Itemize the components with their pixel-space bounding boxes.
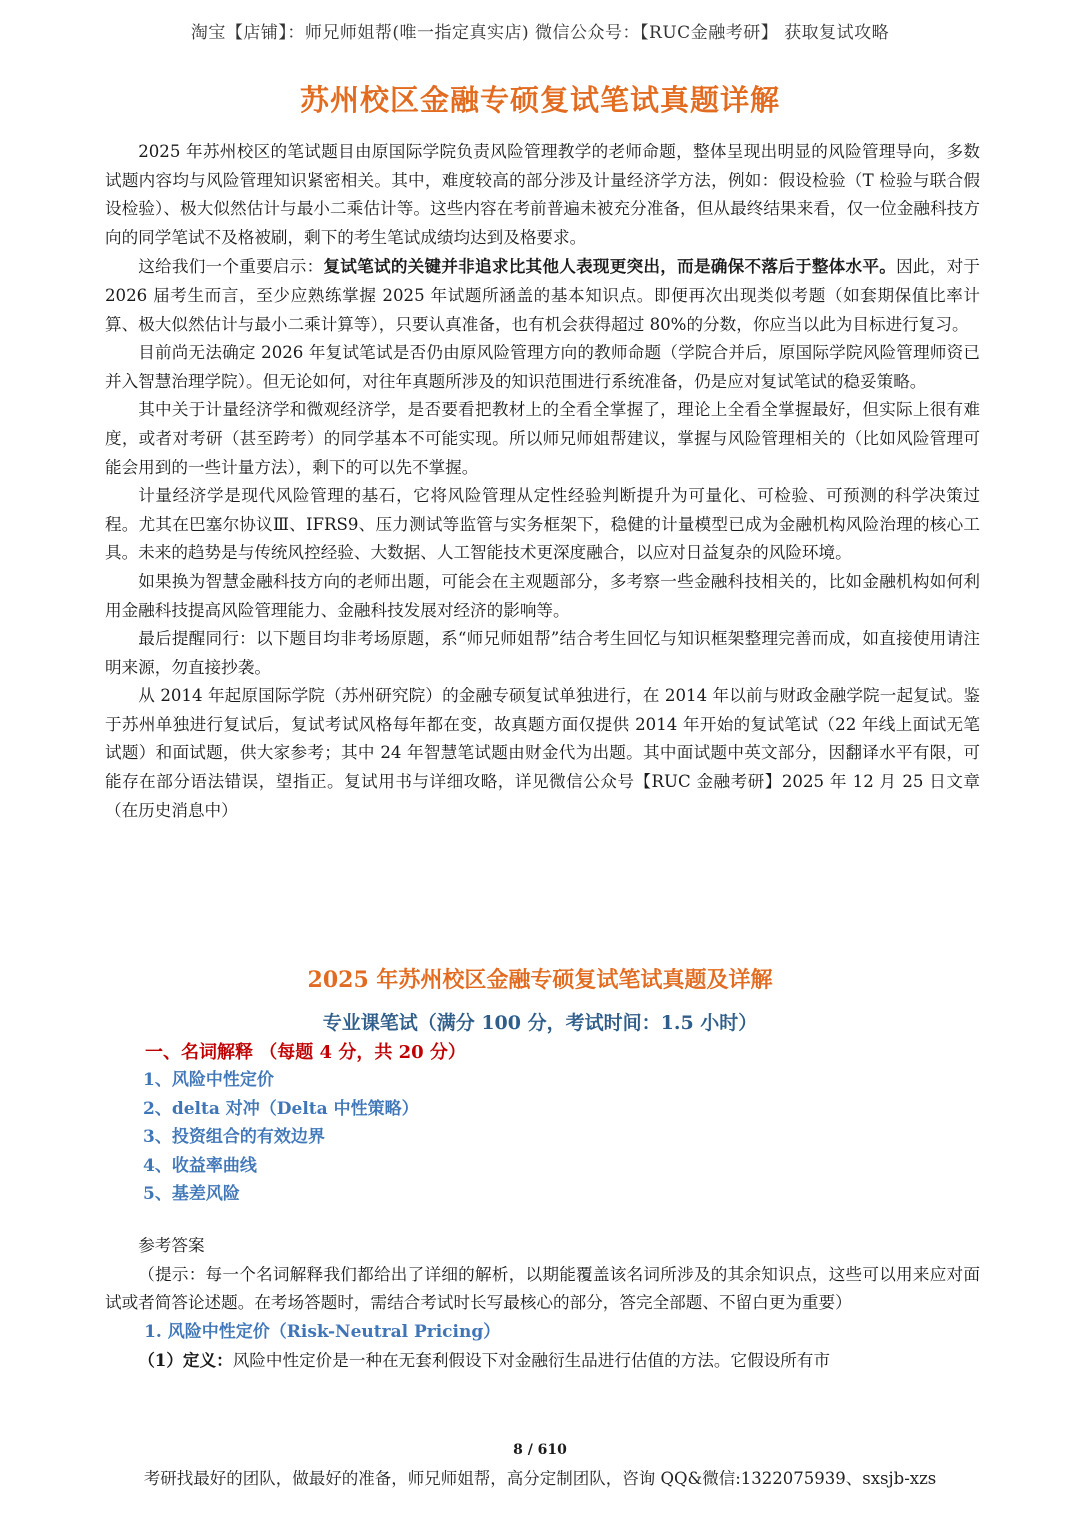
- list-item: 5、基差风险: [143, 1184, 240, 1205]
- page-footer: 考研找最好的团队，做最好的准备，师兄师姐帮，高分定制团队，咨询 QQ&微信:1322075939、sxsjb-xzs: [143, 1469, 937, 1488]
- definition-text: 风险中性定价是一种在无套利假设下对金融衍生品进行估值的方法。它假设所有市: [232, 1351, 831, 1371]
- intro-paragraph-8: 从 2014 年起原国际学院（苏州研究院）的金融专硕复试单独进行，在 2014 年以前与财政金融学院一起复试。鉴于苏州单独进行复试后，复试考试风格每年都在变，故真题方面仅提供 2014 年开始的复试笔试（22 年线上面试无笔试题）和面试题，供大家参考；其中 24 年智慧笔试题由财金代为出题。其中面试题中英文部分，因翻译水平有限，可能存在部分语法错误，望指正。复试用书与详细攻略，详见微信公众号【RUC 金融考研】2025 年 12 月 25 日文章（在历史消息中）: [105, 686, 980, 820]
- exam-subtitle: 专业课笔试（满分 100 分，考试时间：1.5 小时）: [322, 1012, 758, 1034]
- intro-paragraph-2-rest: 因此，对于 2026 届考生而言，至少应熟练掌握 2025 年试题所涵盖的基本知识点。即便再次出现类似考题（如套期保值比率计算、极大似然估计与最小二乘计算等），只要认真准备，也有机会获得超过 80%的分数，你应当以此为目标进行复习。: [105, 257, 981, 334]
- intro-body: [105, 138, 980, 825]
- intro-paragraph-2: [105, 252, 980, 339]
- list-item: 3、投资组合的有效边界: [143, 1127, 325, 1148]
- intro-paragraph-5: 计量经济学是现代风险管理的基石，它将风险管理从定性经验判断提升为可量化、可检验、可预测的科学决策过程。尤其在巴塞尔协议Ⅲ、IFRS9、压力测试等监管与实务框架下，稳健的计量模型已成为金融机构风险治理的核心工具。未来的趋势是与传统风控经验、大数据、人工智能技术更深度融合，以应对日益复杂的风险环境。: [105, 486, 980, 563]
- page-header: 淘宝【店铺】：师兄师姐帮(唯一指定真实店) 微信公众号：【RUC金融考研】 获取复试攻略: [190, 23, 890, 43]
- page-title: 苏州校区金融专硕复试笔试真题详解: [299, 83, 780, 117]
- intro-paragraph-3: 目前尚无法确定 2026 年复试笔试是否仍由原风险管理方向的教师命题（学院合并后，原国际学院风险管理师资已并入智慧治理学院）。但无论如何，对往年真题所涉及的知识范围进行系统准备，仍是应对复试笔试的稳妥策略。: [105, 343, 980, 391]
- answer-definition: [105, 1346, 980, 1376]
- answer-section: [105, 1232, 980, 1376]
- list-item: 1、风险中性定价: [143, 1070, 274, 1090]
- intro-paragraph-2-lead: 这给我们一个重要启示：: [138, 257, 324, 277]
- answer-label: 参考答案: [138, 1236, 205, 1255]
- section-title: 2025 年苏州校区金融专硕复试笔试真题及详解: [307, 967, 773, 993]
- intro-paragraph-1: 2025 年苏州校区的笔试题目由原国际学院负责风险管理教学的老师命题，整体呈现出明显的风险管理导向，多数试题内容均与风险管理知识紧密相关。其中，难度较高的部分涉及计量经济学方法，例如：假设检验（T 检验与联合假设检验）、极大似然估计与最小二乘估计等。这些内容在考前普遍未被充分准备，但从最终结果来看，仅一位金融科技方向的同学笔试不及格被刷，剩下的考生笔试成绩均达到及格要求。: [105, 142, 980, 247]
- intro-paragraph-4: 其中关于计量经济学和微观经济学，是否要看把教材上的全看全掌握了，理论上全看全掌握最好，但实际上很有难度，或者对考研（甚至跨考）的同学基本不可能实现。所以师兄师姐帮建议，掌握与风险管理相关的（比如风险管理可能会用到的一些计量方法），剩下的可以先不掌握。: [105, 400, 980, 477]
- definition-label: （1）定义：: [138, 1350, 233, 1371]
- question-section-header: 一、名词解释 （每题 4 分，共 20 分）: [145, 1042, 466, 1063]
- intro-paragraph-2-emphasis: 复试笔试的关键并非追求比其他人表现更突出，而是确保不落后于整体水平。: [323, 256, 897, 277]
- page-number: 8 / 610: [513, 1442, 567, 1458]
- intro-paragraph-6: 如果换为智慧金融科技方向的老师出题，可能会在主观题部分，多考察一些金融科技相关的，比如金融机构如何利用金融科技提高风险管理能力、金融科技发展对经济的影响等。: [105, 571, 980, 620]
- intro-paragraph-7: 最后提醒同行：以下题目均非考场原题，系“师兄师姐帮”结合考生回忆与知识框架整理完善而成，如直接使用请注明来源，勿直接抄袭。: [105, 629, 980, 677]
- answer-hint: （提示：每一个名词解释我们都给出了详细的解析，以期能覆盖该名词所涉及的其余知识点，这些可以用来应对面试或者简答论述题。在考场答题时，需结合考试时长写最核心的部分，答完全部题、不留白更为重要）: [105, 1264, 980, 1313]
- list-item: 2、delta 对冲（Delta 中性策略）: [143, 1098, 419, 1119]
- question-list: [143, 1066, 419, 1209]
- list-item: 4、收益率曲线: [143, 1155, 257, 1176]
- answer-sub-title: 1. 风险中性定价（Risk-Neutral Pricing）: [144, 1321, 501, 1342]
